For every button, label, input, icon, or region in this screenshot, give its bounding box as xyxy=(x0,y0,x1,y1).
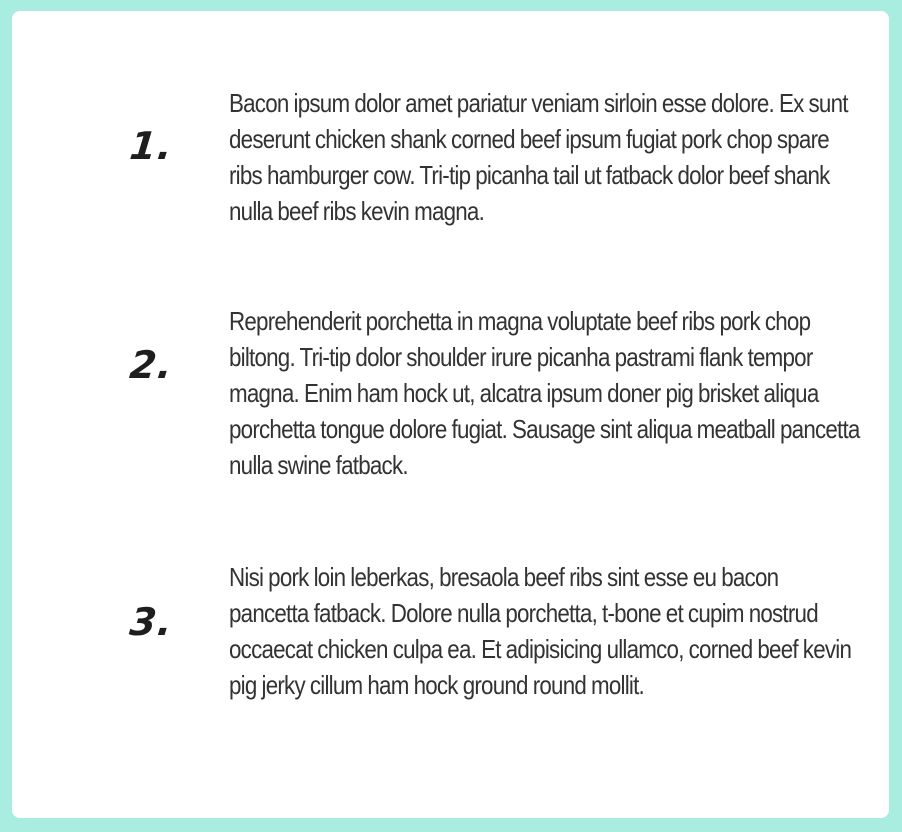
content-card xyxy=(12,11,889,818)
item-text: Bacon ipsum dolor amet pariatur veniam sirloin esse dolore. Ex sunt deserunt chicken shank corned beef ipsum fugiat pork chop spare ribs hamburger cow. Tri-tip picanha tail ut fatback dolor beef shank nulla beef ribs kevin magna. xyxy=(229,88,848,226)
item-number: 1. xyxy=(127,124,176,168)
item-number: 3. xyxy=(127,600,176,644)
item-number: 2. xyxy=(127,343,176,387)
item-text: Reprehenderit porchetta in magna voluptate beef ribs pork chop biltong. Tri-tip dolor shoulder irure picanha pastrami flank tempor magna. Enim ham hock ut, alcatra ipsum doner pig brisket aliqua porchetta tongue dolore fugiat. Sausage sint aliqua meatball pancetta nulla swine fatback. xyxy=(229,306,860,480)
item-text: Nisi pork loin leberkas, bresaola beef ribs sint esse eu bacon pancetta fatback. Dolore nulla porchetta, t-bone et cupim nostrud occaecat chicken culpa ea. Et adipisicing ullamco, corned beef kevin pig jerky cillum ham hock ground round mollit. xyxy=(229,562,852,700)
